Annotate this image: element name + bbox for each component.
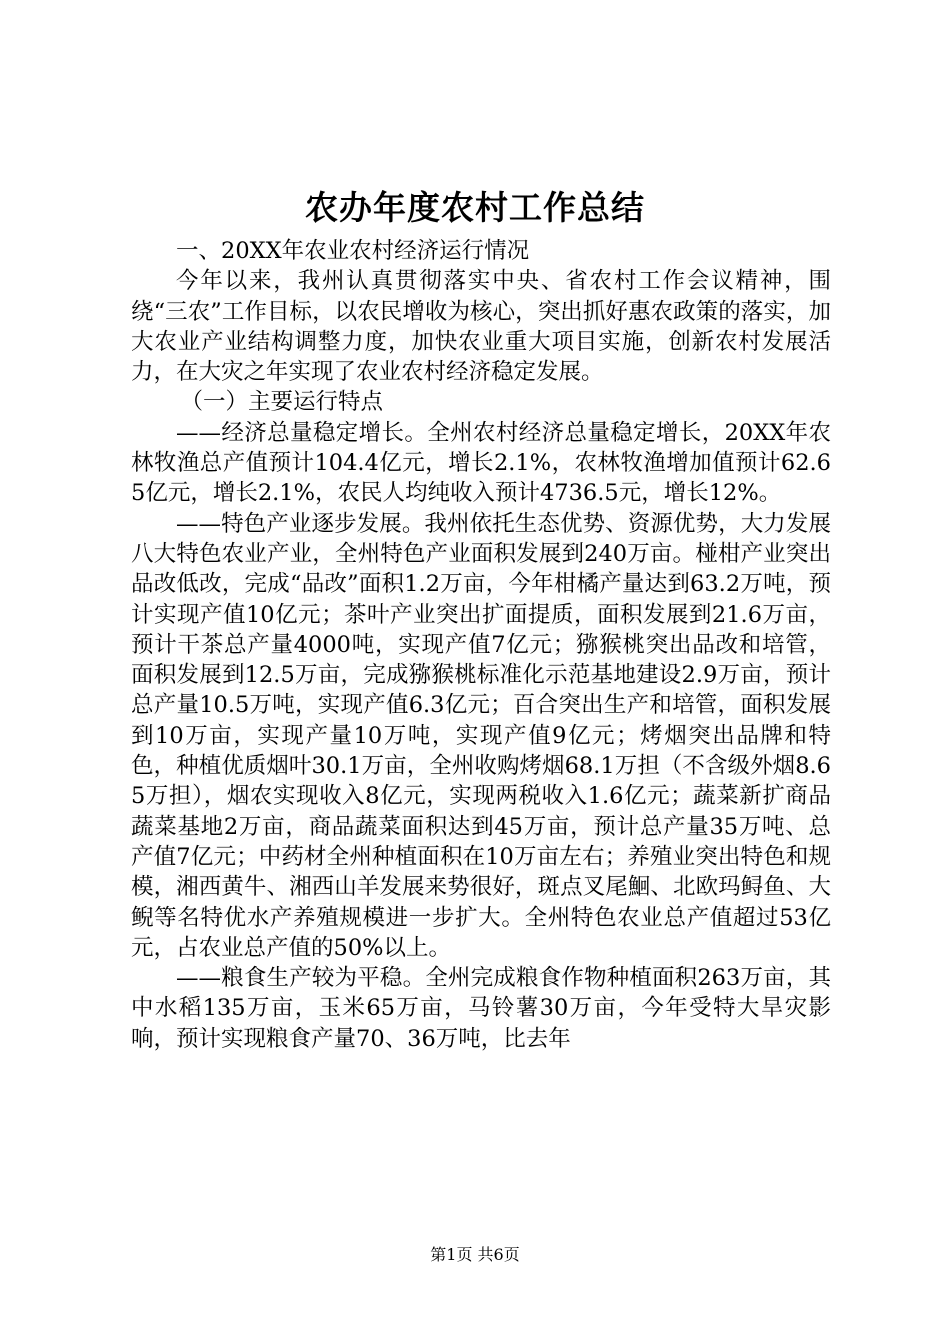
document-title: 农办年度农村工作总结 <box>305 188 645 227</box>
subsection-heading: （一）主要运行特点 <box>180 389 384 416</box>
paragraph-economy: ——经济总量稳定增长。全州农村经济总量稳定增长，20XX年农林牧渔总产值预计104.4亿元，增长2.1%，农林牧渔增加值预计62.65亿元，增长2.1%，农民人均纯收入预计4736.5元，增长12%。 <box>131 419 831 507</box>
document-body <box>131 236 831 1054</box>
paragraph-grain: ——粮食生产较为平稳。全州完成粮食作物种植面积263万亩，其中水稻135万亩，玉米65万亩，马铃薯30万亩，今年受特大旱灾影响，预计实现粮食产量70、36万吨，比去年 <box>131 965 831 1052</box>
paragraph-intro: 今年以来，我州认真贯彻落实中央、省农村工作会议精神，围绕“三农”工作目标，以农民增收为核心，突出抓好惠农政策的落实，加大农业产业结构调整力度，加快农业重大项目实施，创新农村发展活力，在大灾之年实现了农业农村经济稳定发展。 <box>131 268 831 386</box>
paragraph-industry: ——特色产业逐步发展。我州依托生态优势、资源优势，大力发展八大特色农业产业，全州特色产业面积发展到240万亩。椪柑产业突出品改低改，完成“品改”面积1.2万亩，今年柑橘产量达到63.2万吨，预计实现产值10亿元；茶叶产业突出扩面提质，面积发展到21.6万亩，预计干茶总产量4000吨，实现产值7亿元；猕猴桃突出品改和培管，面积发展到12.5万亩，完成猕猴桃标准化示范基地建设2.9万亩，预计总产量10.5万吨，实现产值6.3亿元；百合突出生产和培管，面积发展到10万亩，实现产量10万吨，实现产值9亿元；烤烟突出品牌和特色，种植优质烟叶30.1万亩，全州收购烤烟68.1万担（不含级外烟8.65万担），烟农实现收入8亿元，实现两税收入1.6亿元；蔬菜新扩商品蔬菜基地2万亩，商品蔬菜面积达到45万亩，预计总产量35万吨、总产值7亿元；中药材全州种植面积在10万亩左右；养殖业突出特色和规模，湘西黄牛、湘西山羊发展来势很好，斑点叉尾鮰、北欧玛鲟鱼、大鲵等名特优水产养殖规模进一步扩大。全州特色农业总产值超过53亿元，占农业总产值的50%以上。 <box>131 510 831 961</box>
page-footer: 第1页 共6页 <box>430 1245 520 1264</box>
section-heading: 一、20XX年农业农村经济运行情况 <box>176 238 530 264</box>
